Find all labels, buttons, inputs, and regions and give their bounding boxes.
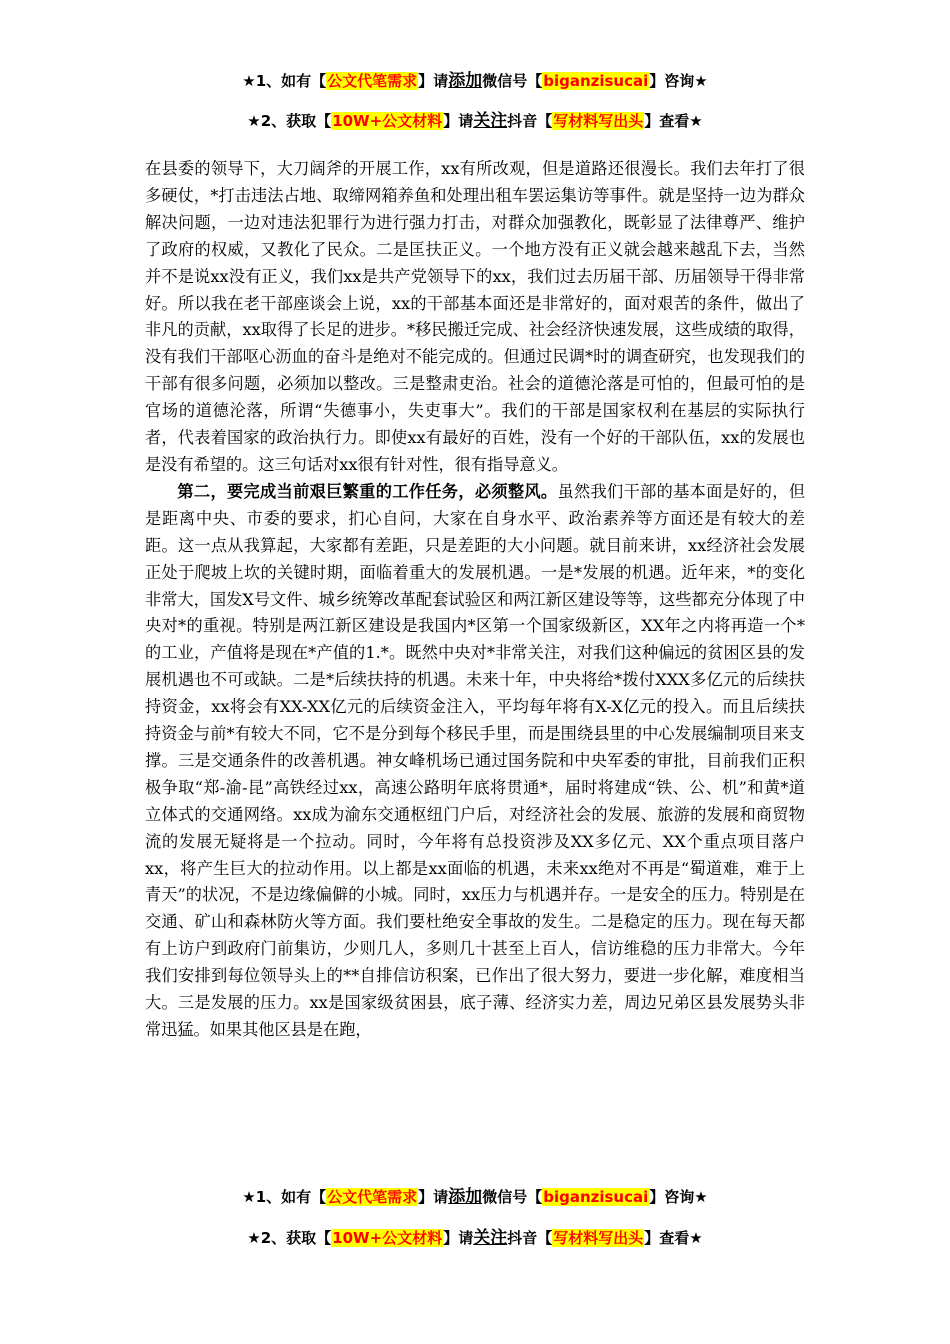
promo-text: 微信号【 [482, 1188, 543, 1206]
promo-text: 微信号【 [482, 72, 543, 90]
promo-prefix: ★1、如有【 [242, 1188, 327, 1206]
promo-emphasis: 关注 [473, 111, 508, 131]
promo-suffix: 】咨询★ [649, 72, 708, 90]
document-body [145, 156, 805, 1044]
body-paragraph-2 [145, 479, 805, 1044]
promo-text: 】请 [418, 72, 449, 90]
promo-text: 】请 [443, 112, 474, 130]
promo-suffix: 】咨询★ [649, 1188, 708, 1206]
promo-highlight-douyin-id: 写材料写出头 [553, 112, 644, 130]
promo-text: 】请 [443, 1229, 474, 1247]
promo-highlight-wechat-id: biganzisucai [543, 72, 649, 90]
section-heading-second: 第二，要完成当前艰巨繁重的工作任务，必须整风。 [177, 481, 558, 501]
header-promo-line-2 [0, 110, 950, 132]
promo-emphasis: 添加 [448, 1187, 483, 1207]
promo-suffix: 】查看★ [644, 112, 703, 130]
header-promo-line-1 [0, 70, 950, 92]
promo-emphasis: 关注 [473, 1228, 508, 1248]
promo-prefix: ★1、如有【 [242, 72, 327, 90]
promo-text: 抖音【 [507, 1229, 553, 1247]
promo-suffix: 】查看★ [644, 1229, 703, 1247]
promo-text: 抖音【 [507, 112, 553, 130]
body-paragraph-2-text: 虽然我们干部的基本面是好的，但是距离中央、市委的要求，扪心自问，大家在自身水平、政治素养等方面还是有较大的差距。这一点从我算起，大家都有差距，只是差距的大小问题。就目前来讲，xx经济社会发展正处于爬坡上坎的关键时期，面临着重大的发展机遇。一是*发展的机遇。近年来，*的变化非常大，国发X号文件、城乡统筹改革配套试验区和两江新区建设等等，这些都充分体现了中央对*的重视。特别是两江新区建设是我国内*区第一个国家级新区，XX年之内将再造一个*的工业，产值将是现在*产值的1.*。既然中央对*非常关注，对我们这种偏远的贫困区县的发展机遇也不可或缺。二是*后续扶持的机遇。未来十年，中央将给*拨付XXX多亿元的后续扶持资金，xx将会有XX-XX亿元的后续资金注入，平均每年将有X-X亿元的投入。而且后续扶持资金与前*有较大不同，它不是分到每个移民手里，而是围绕县里的中心发展编制项目来支撑。三是交通条件的改善机遇。神女峰机场已通过国务院和中央军委的审批，目前我们正积极争取“郑-渝-昆”高铁经过xx，高速公路明年底将贯通*，届时将建成“铁、公、机”和黄*道立体式的交通网络。xx成为渝东交通枢纽门户后，对经济社会的发展、旅游的发展和商贸物流的发展无疑将是一个拉动。同时，今年将有总投资涉及XX多亿元、XX个重点项目落户xx，将产生巨大的拉动作用。以上都是xx面临的机遇，未来xx绝对不再是“蜀道难，难于上青天”的状况，不是边缘偏僻的小城。同时，xx压力与机遇并存。一是安全的压力。特别是在交通、矿山和森林防火等方面。我们要杜绝安全事故的发生。二是稳定的压力。现在每天都有上访户到政府门前集访，少则几人，多则几十甚至上百人，信访维稳的压力非常大。今年我们安排到每位领导头上的**自排信访积案，已作出了很大努力，要进一步化解，难度相当大。三是发展的压力。xx是国家级贫困县，底子薄、经济实力差，周边兄弟区县发展势头非常迅猛。如果其他区县是在跑， [145, 481, 806, 1039]
footer-promo-line-1 [0, 1186, 950, 1208]
promo-highlight-materials: 10W+公文材料 [332, 112, 443, 130]
promo-highlight-douyin-id: 写材料写出头 [553, 1229, 644, 1247]
promo-highlight-wechat-id: biganzisucai [543, 1188, 649, 1206]
footer-promo-line-2 [0, 1227, 950, 1249]
promo-text: 】请 [418, 1188, 449, 1206]
promo-prefix: ★2、获取【 [247, 112, 332, 130]
body-paragraph-1: 在县委的领导下，大刀阔斧的开展工作，xx有所改观，但是道路还很漫长。我们去年打了很多硬仗，*打击违法占地、取缔网箱养鱼和处理出租车罢运集访等事件。就是坚持一边为群众解决问题，一边对违法犯罪行为进行强力打击，对群众加强教化，既彰显了法律尊严、维护了政府的权威，又教化了民众。二是匡扶正义。一个地方没有正义就会越来越乱下去，当然并不是说xx没有正义，我们xx是共产党领导下的xx，我们过去历届干部、历届领导干得非常好。所以我在老干部座谈会上说，xx的干部基本面还是非常好的，面对艰苦的条件，做出了非凡的贡献，xx取得了长足的进步。*移民搬迁完成、社会经济快速发展，这些成绩的取得，没有我们干部呕心沥血的奋斗是绝对不能完成的。但通过民调*时的调查研究，也发现我们的干部有很多问题，必须加以整改。三是整肃吏治。社会的道德沦落是可怕的，但最可怕的是官场的道德沦落，所谓“失德事小，失吏事大”。我们的干部是国家权利在基层的实际执行者，代表着国家的政治执行力。即使xx有最好的百姓，没有一个好的干部队伍，xx的发展也是没有希望的。这三句话对xx很有针对性，很有指导意义。 [145, 159, 805, 474]
promo-highlight-service: 公文代笔需求 [327, 72, 418, 90]
promo-emphasis: 添加 [448, 71, 483, 91]
promo-highlight-service: 公文代笔需求 [327, 1188, 418, 1206]
promo-prefix: ★2、获取【 [247, 1229, 332, 1247]
promo-highlight-materials: 10W+公文材料 [332, 1229, 443, 1247]
